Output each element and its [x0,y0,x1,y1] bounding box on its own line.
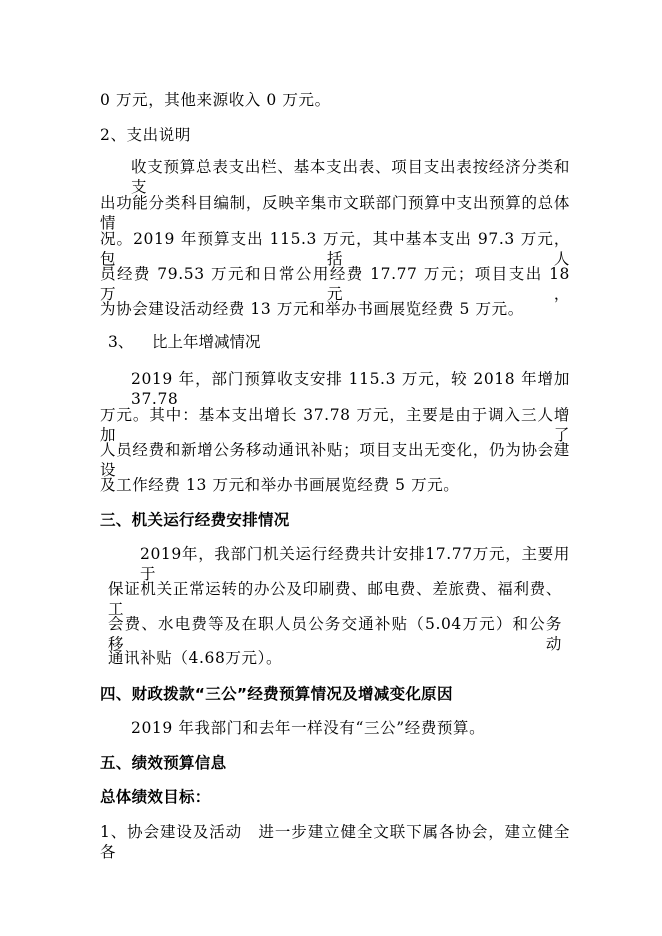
paragraph-line: 保证机关正常运转的办公及印刷费、邮电费、差旅费、福利费、工 [108,580,562,618]
paragraph-line: 为协会建设活动经费 13 万元和举办书画展览经费 5 万元。 [100,300,524,318]
paragraph-line: 出功能分类科目编制，反映辛集市文联部门预算中支出预算的总体情 [100,194,570,232]
paragraph-line: 2019 年，部门预算收支安排 115.3 万元，较 2018 年增加 37.78 [131,370,570,408]
subsection-heading: 总体绩效目标： [100,788,211,806]
section-title: 比上年增减情况 [152,333,261,351]
paragraph-line: 会费、水电费等及在职人员公务交通补贴（5.04万元）和公务移动 [108,615,562,653]
section-heading-3 [108,332,261,352]
paragraph-line: 人员经费和新增公务移动通讯补贴；项目支出无变化，仍为协会建设 [100,441,570,479]
section-number: 3、 [108,333,134,351]
paragraph-line: 及工作经费 13 万元和举办书画展览经费 5 万元。 [100,476,460,494]
paragraph-line: 1、协会建设及活动 进一步建立健全文联下属各协会，建立健全各 [100,823,570,861]
paragraph-line: 收支预算总表支出栏、基本支出表、项目支出表按经济分类和支 [131,158,570,196]
paragraph-line: 万元。其中：基本支出增长 37.78 万元，主要是由于调入三人增加了 [100,406,570,444]
paragraph-line: 2019年，我部门机关运行经费共计安排17.77万元，主要用于 [140,545,570,583]
paragraph-line: 况。2019 年预算支出 115.3 万元，其中基本支出 97.3 万元，包括人 [100,230,570,268]
section-heading: 三、机关运行经费安排情况 [100,511,290,529]
section-heading: 四、财政拨款“三公”经费预算情况及增减变化原因 [100,685,453,703]
section-heading: 五、绩效预算信息 [100,754,227,772]
paragraph-line: 员经费 79.53 万元和日常公用经费 17.77 万元；项目支出 18 万元， [100,265,570,303]
paragraph-line: 2019 年我部门和去年一样没有“三公”经费预算。 [131,719,486,737]
paragraph-line: 0 万元，其他来源收入 0 万元。 [100,91,331,109]
section-heading: 2、支出说明 [100,126,191,144]
paragraph-line: 通讯补贴（4.68万元）。 [108,649,283,667]
